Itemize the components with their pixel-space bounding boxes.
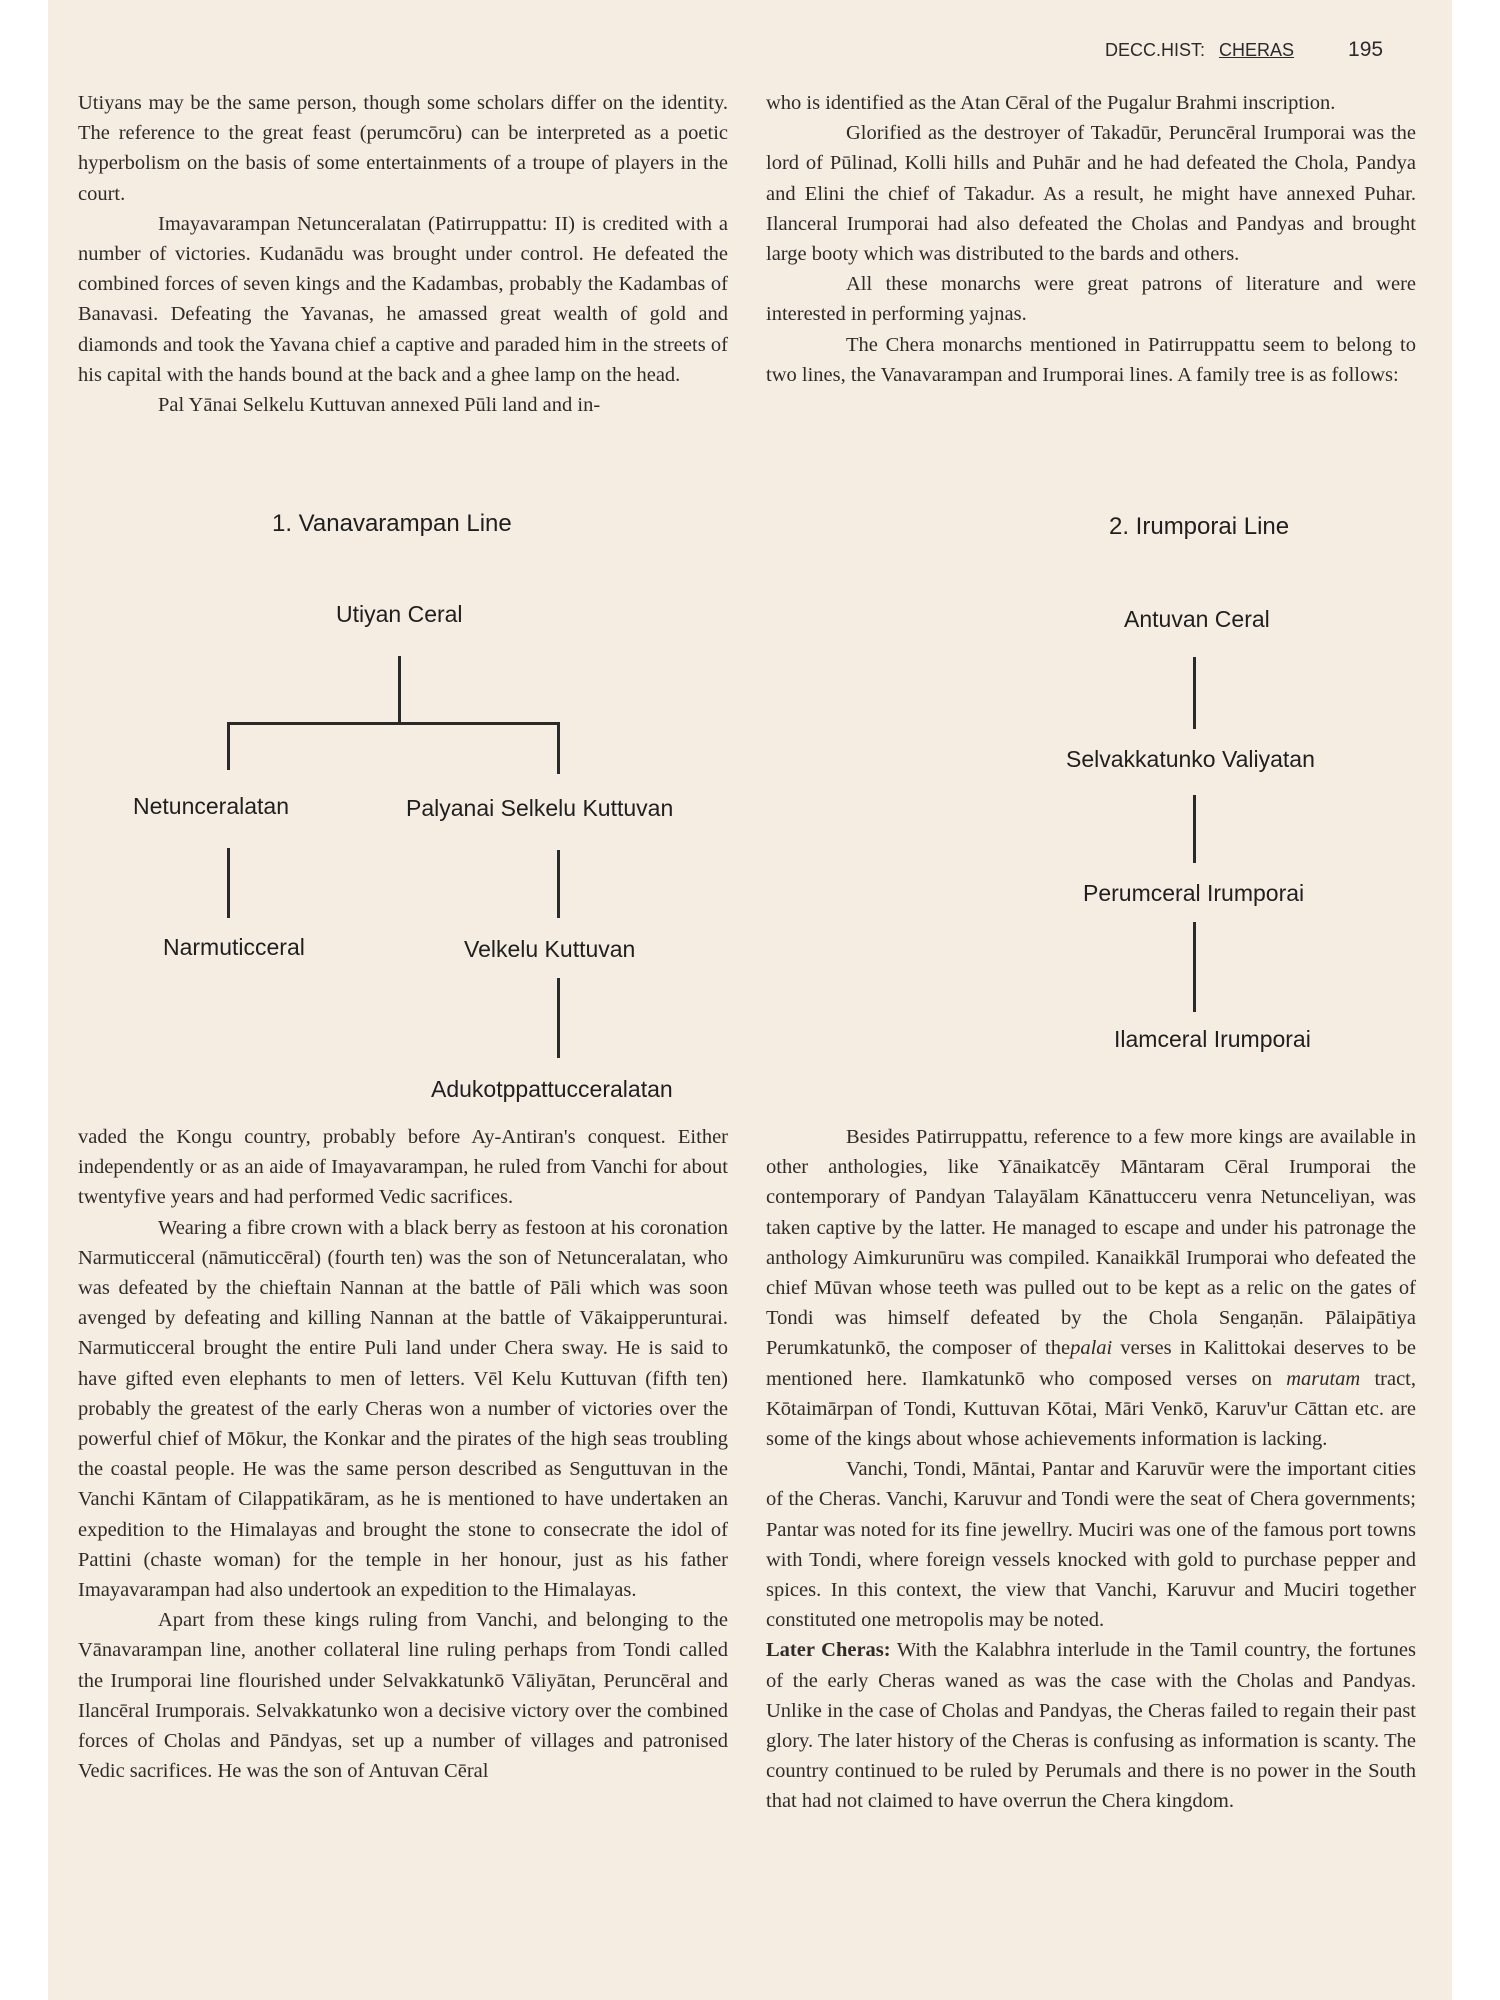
running-header — [1105, 38, 1383, 62]
tree-connector — [227, 722, 230, 770]
tree-node-root: Utiyan Ceral — [336, 601, 463, 627]
paragraph: Glorified as the destroyer of Takadūr, Peruncēral Irumporai was the lord of Pūlinad, Kolli hills and Puhār and he had defeated the Chola, Pandya and Elini the chief of Takadur. As a result, he might have annexed Puhar. Ilanceral Irumporai had also defeated the Cholas and Pandyas and brought large booty which was distributed to the bards and others. — [766, 122, 1416, 266]
italic-term: palai — [1070, 1337, 1113, 1360]
paragraph: Utiyans may be the same person, though some scholars differ on the identity. The reference to the great feast (perumcōru) can be interpreted as a poetic hyperbolism on the basis of some entertainments of a troupe of players in the court. — [78, 92, 728, 205]
tree-connector — [398, 656, 401, 724]
paragraph: All these monarchs were great patrons of literature and were interested in performing yajnas. — [766, 273, 1416, 326]
tree-node: Ilamceral Irumporai — [1114, 1026, 1311, 1052]
tree-node-left-child: Netunceralatan — [133, 793, 289, 819]
tree-connector — [227, 722, 560, 725]
section-title: CHERAS — [1219, 40, 1295, 60]
paragraph: Wearing a fibre crown with a black berry as festoon at his coronation Narmuticceral (nāmuticcēral) (fourth ten) was the son of Netunceralatan, who was defeated by the chieftain Nannan at the battle of Pāli which was soon avenged by defeating and killing Nannan at the battle of Vākaipperunturai. Narmuticceral brought the entire Puli land under Chera sway. He is said to have gifted even elephants to men of letters. Vēl Kelu Kuttuvan (fifth ten) probably the greatest of the early Cheras won a number of victories over the powerful chief of Mōkur, the Konkar and the pirates of the high seas troubling the coastal people. He was the same person described as Senguttuvan in the Vanchi Kāntam of Cilappatikāram, as he is mentioned to have undertaken an expedition to the Himalayas and brought the stone to consecrate the idol of Pattini (chaste woman) for the temple in her honour, just as his father Imayavarampan had also undertook an expedition to the Himalayas. — [78, 1216, 728, 1602]
paragraph: Vanchi, Tondi, Māntai, Pantar and Karuvūr were the important cities of the Cheras. Vanchi, Karuvur and Tondi were the seat of Chera governments; Pantar was noted for its fine jewellry. Muciri was one of the famous port towns with Tondi, where foreign vessels knocked with gold to purchase pepper and spices. In this context, the view that Vanchi, Karuvur and Muciri together constituted one metropolis may be noted. — [766, 1458, 1416, 1632]
tree-connector — [557, 722, 560, 774]
paragraph: Imayavarampan Netunceralatan (Patirruppattu: II) is credited with a number of victories. Kudanādu was brought under control. He defeated the combined forces of seven kings and the Kadambas, probably the Kadambas of Banavasi. Defeating the Yavanas, he amassed great wealth of gold and diamonds and took the Yavana chief a captive and paraded him in the streets of his capital with the hands bound at the back and a ghee lamp on the head. — [78, 212, 728, 386]
tree-connector — [227, 848, 230, 918]
text-run: With the Kalabhra interlude in the Tamil country, the fortunes of the early Cheras waned as was the case with the Cholas and Pandyas. Unlike in the case of Cholas and Pandyas, the Cheras failed to regain their past glory. The later history of the Cheras is confusing as information is scanty. The country continued to be ruled by Perumals and there is no power in the South that had not claimed to have overrun the Chera kingdom. — [766, 1639, 1417, 1813]
text-run: verses in Kalittokai deserves to be mentioned here. Ilamkatunkō who composed verses on — [766, 1337, 1416, 1390]
tree-node: Selvakkatunko Valiyatan — [1066, 746, 1315, 772]
tree-node-great-grandchild: Adukotppattucceralatan — [431, 1076, 673, 1102]
tree-node-left-grandchild: Narmuticceral — [163, 934, 305, 960]
column-right-top — [766, 88, 1416, 390]
text-run: Besides Patirruppattu, reference to a few more kings are available in other anthologies, like Yānaikatcēy Māntaram Cēral Irumporai the contemporary of Pandyan Talayālam Kānattucceru venra Netunceliyan, was taken captive by the latter. He managed to escape and under his patronage the anthology Aimkurunūru was compiled. Kanaikkāl Irumporai who defeated the chief Mūvan whose teeth was pulled out to be kept as a relic on the gates of Tondi was himself defeated by the Chola Sengaṇān. Pālaipātiya Perumkatunkō, the composer of the — [766, 1126, 1416, 1360]
tree-connector — [557, 850, 560, 918]
paragraph: Apart from these kings ruling from Vanchi, and belonging to the Vānavarampan line, another collateral line ruling perhaps from Tondi called the Irumporai line flourished under Selvakkatunkō Vāliyātan, Peruncēral and Ilancēral Irumporais. Selvakkatunko won a decisive victory over the combined forces of Cholas and Pāndyas, set up a number of villages and patronised Vedic sacrifices. He was the son of Antuvan Cēral — [78, 1609, 728, 1783]
page-number: 195 — [1348, 38, 1384, 61]
running-title: DECC.HIST: — [1105, 40, 1206, 60]
text-run: tract, Kōtaimārpan of Tondi, Kuttuvan Kōtai, Māri Venkō, Karuv'ur Cāttan etc. are some of the kings about whose achievements information is lacking. — [766, 1367, 1417, 1451]
column-right-bottom — [766, 1122, 1416, 1817]
tree-title: 2. Irumporai Line — [1109, 513, 1290, 540]
tree-node-right-grandchild: Velkelu Kuttuvan — [464, 936, 636, 962]
paragraph: who is identified as the Atan Cēral of the Pugalur Brahmi inscription. — [766, 92, 1336, 114]
column-left-top — [78, 88, 728, 420]
italic-term: marutam — [1286, 1367, 1361, 1390]
tree-connector — [557, 978, 560, 1058]
tree-connector — [1193, 795, 1196, 863]
subheading-later-cheras: Later Cheras: — [766, 1639, 891, 1662]
paragraph: The Chera monarchs mentioned in Patirruppattu seem to belong to two lines, the Vanavarampan and Irumporai lines. A family tree is as follows: — [766, 333, 1416, 386]
tree-node-right-child: Palyanai Selkelu Kuttuvan — [406, 795, 674, 821]
column-left-bottom — [78, 1122, 728, 1786]
paragraph — [766, 1122, 1416, 1454]
tree-node: Perumceral Irumporai — [1083, 880, 1305, 906]
tree-connector — [1193, 657, 1196, 729]
tree-node: Antuvan Ceral — [1124, 606, 1270, 632]
paragraph — [766, 1635, 1416, 1816]
paragraph: Pal Yānai Selkelu Kuttuvan annexed Pūli land and in- — [158, 394, 601, 417]
tree-connector — [1193, 922, 1196, 1012]
paragraph: vaded the Kongu country, probably before Ay-Antiran's conquest. Either independently or as an aide of Imayavarampan, he ruled from Vanchi for about twentyfive years and had performed Vedic sacrifices. — [78, 1126, 728, 1209]
tree-title: 1. Vanavarampan Line — [272, 510, 512, 537]
